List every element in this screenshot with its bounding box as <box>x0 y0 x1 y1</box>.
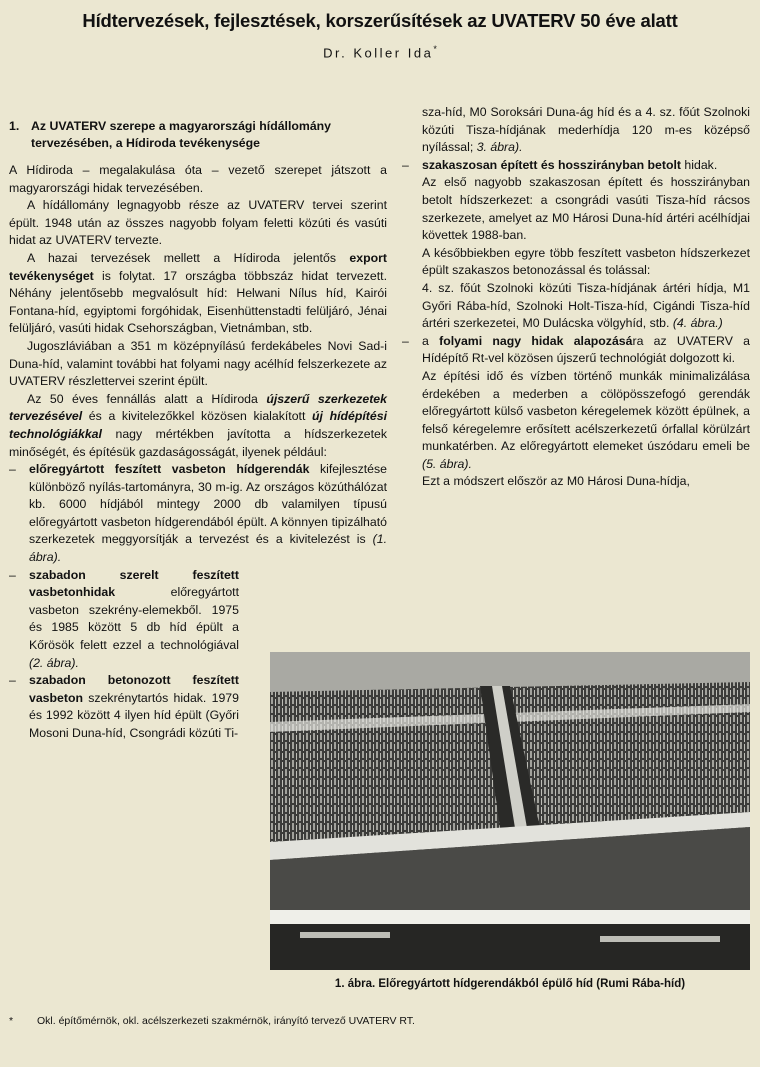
paragraph <box>9 391 387 461</box>
list-item <box>402 157 750 175</box>
text-run: ra az UVATERV a Hídépítő Rt-vel közösen újszerű technológiát dolgozott ki. <box>422 333 751 366</box>
text-run: Az 50 éves fennállás alatt a Hídiroda <box>27 391 267 406</box>
list-item-text <box>29 672 239 742</box>
emphasis: export tevékenységet <box>9 250 387 283</box>
emphasis: új hídépítési technológiákkal <box>9 409 387 441</box>
paragraph: Az első nagyobb szakaszosan épített és hosszirányban betolt hídszerkezet: a csongrádi vasúti Tisza-híd rácsos szerkezete, amelyet az M0 Hárosi Duna-híd ártéri acélhídjai követtek 1988-ban. <box>422 175 750 243</box>
paragraph: A hídállomány legnagyobb része az UVATERV tervei szerint épült. 1948 után az összes nagyobb folyam feletti közúti és vasúti hidat az UVATERV tervezte. <box>9 198 387 248</box>
paragraph: A későbbiekben egyre több feszített vasbeton hídszerkezet épült szakaszos betonozással és tolással: <box>422 245 750 278</box>
section-number: 1. <box>9 119 20 133</box>
text-run: Az építési idő és vízben történő munkák minimalizálása érdekében a mederben a cölöpösszefogó gerendák előregyártott külső vasbeton kéregelemek között épülnek, a felső kéregelemre erősített acélszerkezetű órfallal körülzárt munkatérben. Az előregyártott elemeket úszódaru emeli be <box>422 368 750 454</box>
list-item-text <box>29 461 387 567</box>
emphasis: szakaszosan épített és hosszirányban betolt <box>422 157 681 172</box>
paragraph: Jugoszláviában a 351 m középnyílású ferdekábeles Novi Sad-i Duna-híd, valamint további hat folyami nagy acélhíd felszerkezete az UVATERV részlettervei szerint épült. <box>9 338 387 389</box>
left-column <box>9 118 387 743</box>
figure-1-photo <box>270 652 750 970</box>
list-item <box>9 672 239 742</box>
figure-ref: (1. ábra). <box>29 532 387 565</box>
section-heading <box>9 118 387 152</box>
figure-ref: (5. ábra). <box>422 456 472 471</box>
bridge-beams-photo <box>270 652 750 970</box>
footnote-text: Okl. építőmérnök, okl. acélszerkezeti szakmérnök, irányító tervező UVATERV RT. <box>37 1015 415 1027</box>
dash-bullet: – <box>402 333 409 348</box>
paragraph <box>9 250 387 338</box>
dash-bullet: – <box>402 157 409 172</box>
emphasis: előregyártott feszített vasbeton hídgerendák <box>29 462 310 477</box>
figure-ref: (2. ábra). <box>29 655 79 670</box>
text-run: is folytat. 17 országba többszáz hidat tervezett. Néhány jelentősebb megvalósult híd: Helwani Nílus híd, Kairói Fontana-híd, egyiptomi forgóhidak, Eisenhüttenstadti felüljáró, Jénai felüljáró, vasúti hidak Csehországban, Vietnámban, stb. <box>9 268 387 336</box>
emphasis: szabadon betonozott feszített vasbeton <box>29 673 239 705</box>
article-title: Hídtervezések, fejlesztések, korszerűsítések az UVATERV 50 éve alatt <box>82 10 678 31</box>
author-name: Dr. Koller Ida <box>323 45 434 61</box>
section-title: Az UVATERV szerepe a magyarországi hídállomány tervezésében, a Hídiroda tevékenysége <box>31 119 332 150</box>
dash-bullet: – <box>9 462 16 477</box>
footnote-mark: * <box>9 1015 14 1027</box>
list-item-text <box>422 157 750 175</box>
text-run: A hazai tervezések mellett a Hídiroda jelentős <box>27 250 350 265</box>
paragraph <box>402 104 750 157</box>
text-run: 4. sz. főút Szolnoki közúti Tisza-hídjának ártéri hídja, M1 Győri Rába-híd, Szolnoki Holt-Tisza-híd, Cigándi Tisza-híd ártéri szerkezetei, M0 Dulácska völgyhíd, stb. <box>422 280 750 331</box>
text-run: kifejlesztése különböző nyílás-tartományra, 30 m-ig. Az országos közúthálózat kb. 6000 hídjából mintegy 2000 db valamilyen típusú előregyártott vasbeton hídgerendából épült. A könnyen tipizálható szerkezetek meggyorsítják a tervezést és a kivitelezést is <box>29 462 387 547</box>
text-run: nagy mértékben javította a hídszerkezetek minőségét, és építésük gazdaságosságát, ilyenek például: <box>9 426 387 459</box>
list-item <box>9 461 387 567</box>
list-item-text <box>422 333 750 368</box>
figure-caption: 1. ábra. Előregyártott hídgerendákból épülő híd (Rumi Rába-híd) <box>334 978 686 990</box>
list-item <box>9 567 239 673</box>
text-run: szekrénytartós hidak. 1979 és 1992 között 4 ilyen híd épült (Győri Mosoni Duna-híd, Csongrádi közúti Ti- <box>29 690 239 740</box>
emphasis: újszerű szerkezetek tervezésével <box>9 391 387 424</box>
dash-bullet: – <box>9 673 16 688</box>
text-run: hidak. <box>681 157 718 172</box>
dash-bullet: – <box>9 567 16 582</box>
paragraph: A Hídiroda – megalakulása óta – vezető szerepet játszott a magyarországi hidak tervezésében. <box>9 163 387 195</box>
text-run: sza-híd, M0 Soroksári Duna-ág híd és a 4. sz. főút Szolnoki közúti Tisza-hídjának mederhídja 120 m-es középső nyílással; <box>422 105 750 155</box>
text-run: a <box>422 333 440 348</box>
emphasis: folyami nagy hidak alapozásá <box>439 333 633 348</box>
text-run: előregyártott vasbeton szekrény-elemekből. 1975 és 1985 között 5 db híd épült a Kőrösök felett ezzel a technológiával <box>29 585 239 653</box>
figure-ref: (4. ábra.) <box>672 316 723 331</box>
list-item-text <box>29 567 239 673</box>
paragraph <box>402 280 750 333</box>
paragraph <box>402 368 750 474</box>
figure-ref: 3. ábra). <box>476 140 523 155</box>
text-run: és a kivitelezőkkel közösen kialakított <box>82 409 313 424</box>
paragraph: Ezt a módszert először az M0 Hárosi Duna-hídja, <box>422 474 690 489</box>
right-column <box>402 104 750 491</box>
author-footnote-mark: * <box>433 44 437 54</box>
emphasis: szabadon szerelt feszített vasbetonhidak <box>29 567 239 600</box>
list-item <box>402 333 750 368</box>
author-line <box>0 44 760 60</box>
footnote <box>9 1015 749 1027</box>
